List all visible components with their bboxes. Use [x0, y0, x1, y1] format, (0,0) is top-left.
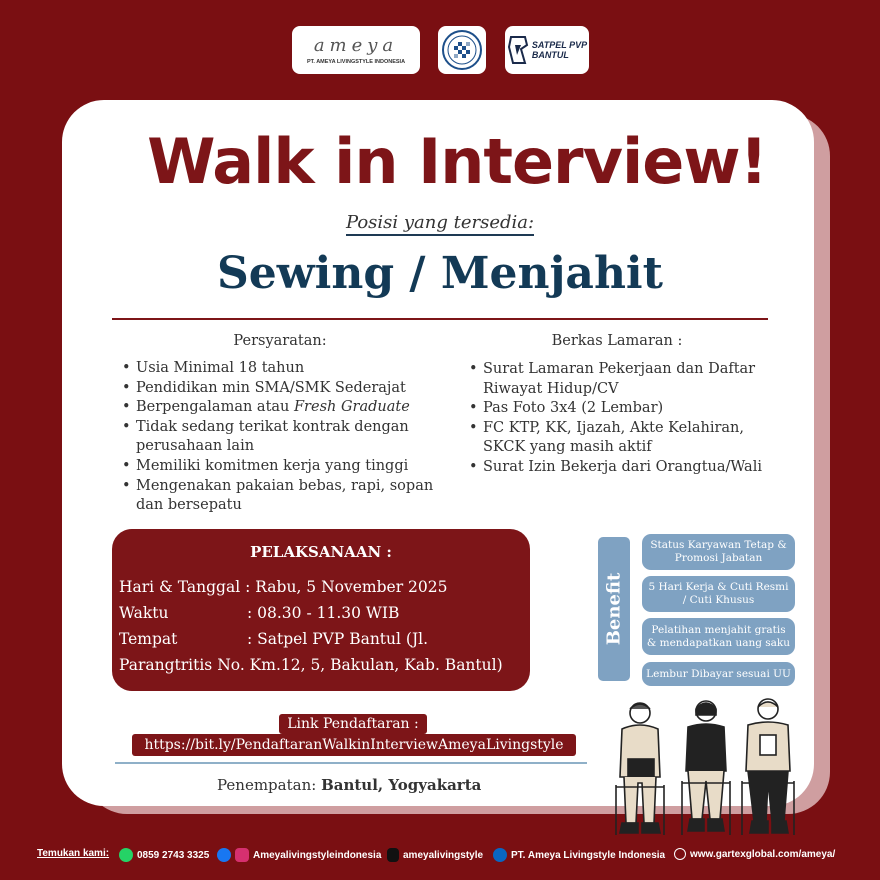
satpel-emblem-icon — [507, 35, 529, 65]
positions-subtitle-text: Posisi yang tersedia: — [346, 212, 534, 236]
list-item: • Memiliki komitmen kerja yang tinggi — [122, 457, 452, 477]
logo-bar — [0, 26, 880, 76]
list-item-emphasis: Fresh Graduate — [294, 399, 410, 416]
list-item: • Surat Izin Bekerja dari Orangtua/Wali — [469, 458, 789, 478]
list-item: • Tidak sedang terikat kontrak dengan perusahaan lain — [122, 418, 452, 457]
placement — [217, 776, 481, 794]
registration-link[interactable]: https://bit.ly/PendaftaranWalkinInterviewAmeyaLivingstyle — [132, 734, 576, 756]
execution-place-label: Tempat — [119, 630, 178, 648]
satpel-text-1: SATPEL PVP — [531, 40, 588, 50]
execution-place-value: : Satpel PVP Bantul (Jl. — [247, 630, 429, 648]
ameya-wordmark: ameya — [313, 34, 399, 56]
globe-icon — [674, 848, 686, 860]
whatsapp-icon — [119, 848, 133, 862]
footer-website-text: www.gartexglobal.com/ameya/ — [690, 848, 836, 860]
requirements-heading: Persyaratan: — [233, 333, 327, 349]
execution-time-label: Waktu — [119, 604, 169, 622]
placement-label: Penempatan: — [217, 776, 317, 794]
documents-heading: Berkas Lamaran : — [551, 333, 683, 349]
linkedin-icon — [493, 848, 507, 862]
footer-social[interactable] — [217, 848, 381, 862]
execution-box — [112, 529, 530, 691]
tiktok-icon — [387, 848, 399, 862]
satpel-text-2: BANTUL — [531, 50, 569, 60]
benefit-item: 5 Hari Kerja & Cuti Resmi / Cuti Khusus — [642, 576, 795, 612]
execution-date-row — [119, 575, 448, 599]
ameya-logo-subtitle: PT. AMEYA LIVINGSTYLE INDONESIA — [306, 58, 406, 65]
footer-linkedin-text: PT. Ameya Livingstyle Indonesia — [511, 849, 666, 861]
footer — [0, 844, 880, 868]
benefit-item: Lembur Dibayar sesuai UU — [642, 662, 795, 686]
footer-tiktok[interactable] — [387, 848, 483, 862]
list-item — [122, 398, 452, 418]
benefit-label: Benefit — [603, 572, 625, 646]
positions-subtitle — [0, 212, 880, 233]
execution-time-row — [119, 601, 399, 625]
facebook-icon — [217, 848, 231, 862]
footer-tiktok-text: ameyalivingstyle — [403, 849, 484, 861]
list-item: • FC KTP, KK, Ijazah, Akte Kelahiran, SKCK yang masih aktif — [469, 419, 789, 458]
footer-linkedin[interactable] — [493, 848, 665, 862]
benefit-item: Status Karyawan Tetap & Promosi Jabatan — [642, 534, 795, 570]
kemnaker-logo — [438, 26, 486, 74]
documents-list — [469, 360, 789, 478]
people-illustration — [608, 695, 808, 845]
ameya-logo — [292, 26, 420, 74]
list-item: • Mengenakan pakaian bebas, rapi, sopan dan bersepatu — [122, 477, 452, 516]
execution-place-row — [119, 627, 428, 651]
divider — [115, 762, 587, 764]
execution-date-label: Hari & Tanggal — [119, 578, 241, 596]
placement-value: Bantul, Yogyakarta — [321, 776, 482, 794]
instagram-icon — [235, 848, 249, 862]
footer-find-us — [37, 848, 109, 859]
footer-instagram-text: Ameyalivingstyleindonesia — [253, 849, 382, 861]
execution-time-value: : 08.30 - 11.30 WIB — [247, 604, 400, 622]
divider — [112, 318, 768, 320]
list-item-text: Berpengalaman atau — [136, 399, 290, 416]
list-item: • Surat Lamaran Pekerjaan dan Daftar Riwayat Hidup/CV — [469, 360, 789, 399]
footer-whatsapp-text: 0859 2743 3325 — [137, 849, 210, 861]
benefit-item: Pelatihan menjahit gratis & mendapatkan uang saku — [642, 618, 795, 655]
list-item: • Usia Minimal 18 tahun — [122, 359, 452, 379]
footer-website[interactable] — [674, 848, 835, 860]
position-title: Sewing / Menjahit — [217, 248, 663, 299]
footer-find-us-label: Temukan kami: — [37, 848, 110, 859]
kemnaker-emblem-icon — [441, 29, 483, 71]
execution-place-row-2: Parangtritis No. Km.12, 5, Bakulan, Kab. Bantul) — [119, 656, 503, 674]
registration-label: Link Pendaftaran : — [279, 714, 427, 734]
execution-title: PELAKSANAAN : — [250, 543, 392, 561]
execution-date-value: : Rabu, 5 November 2025 — [245, 578, 448, 596]
satpel-logo — [505, 26, 589, 74]
page-title: Walk in Interview! — [147, 125, 767, 198]
benefit-tab — [598, 537, 630, 681]
footer-whatsapp[interactable] — [119, 848, 209, 862]
list-item: • Pas Foto 3x4 (2 Lembar) — [469, 399, 789, 419]
list-item: • Pendidikan min SMA/SMK Sederajat — [122, 379, 452, 399]
requirements-list — [122, 359, 452, 516]
